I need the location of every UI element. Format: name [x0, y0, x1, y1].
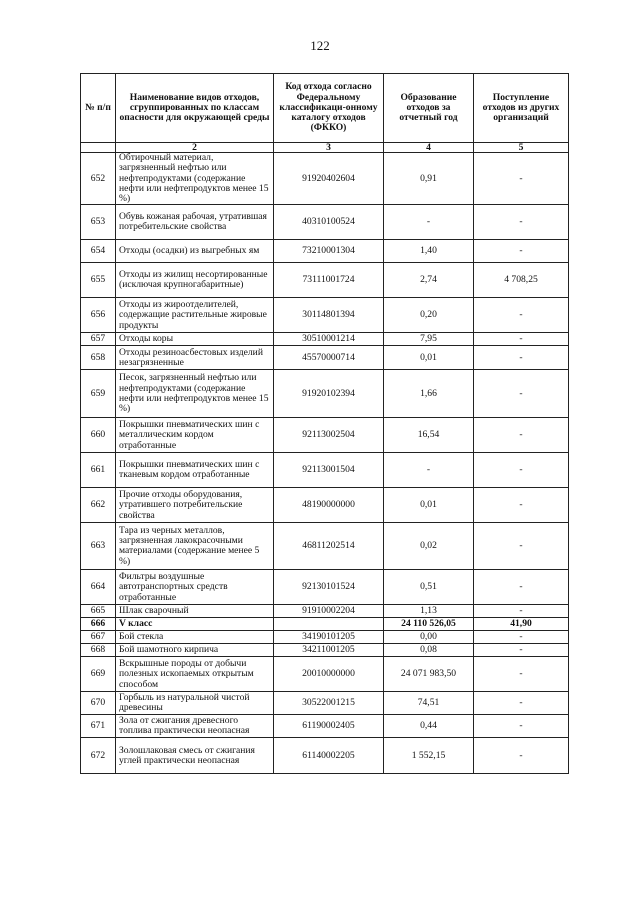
received-amount: - — [474, 370, 569, 418]
row-number: 670 — [81, 692, 116, 715]
generated-amount: 7,95 — [384, 333, 474, 346]
row-number: 668 — [81, 644, 116, 657]
generated-amount: 0,91 — [384, 153, 474, 205]
row-number: 652 — [81, 153, 116, 205]
table-row — [81, 488, 569, 523]
row-number: 656 — [81, 298, 116, 333]
waste-name: Отходы из жилищ несортированные (исключая крупногабаритные) — [116, 263, 274, 298]
row-number: 654 — [81, 240, 116, 263]
row-number: 657 — [81, 333, 116, 346]
waste-name: Покрышки пневматических шин с тканевым кордом отработанные — [116, 453, 274, 488]
fkko-code: 48190000000 — [274, 488, 384, 523]
fkko-code: 61140002205 — [274, 738, 384, 774]
table-row — [81, 240, 569, 263]
fkko-code: 34211001205 — [274, 644, 384, 657]
generated-amount: 0,02 — [384, 523, 474, 570]
header-num: № п/п — [81, 74, 116, 143]
generated-amount: 0,08 — [384, 644, 474, 657]
row-number: 671 — [81, 715, 116, 738]
waste-table — [80, 73, 569, 774]
table-row — [81, 738, 569, 774]
waste-name: Тара из черных металлов, загрязненная лакокрасочными материалами (содержание менее 5 %) — [116, 523, 274, 570]
generated-amount: 0,51 — [384, 570, 474, 605]
generated-amount: 0,01 — [384, 346, 474, 370]
waste-name: Бой шамотного кирпича — [116, 644, 274, 657]
table-row — [81, 333, 569, 346]
received-amount: - — [474, 644, 569, 657]
fkko-code: 40310100524 — [274, 205, 384, 240]
row-number: 659 — [81, 370, 116, 418]
received-amount: - — [474, 570, 569, 605]
row-number: 663 — [81, 523, 116, 570]
received-amount: - — [474, 453, 569, 488]
fkko-code: 92113002504 — [274, 418, 384, 453]
header-received: Поступление отходов из других организаций — [474, 74, 569, 143]
table-row — [81, 370, 569, 418]
fkko-code: 30522001215 — [274, 692, 384, 715]
generated-amount: 2,74 — [384, 263, 474, 298]
received-amount: - — [474, 333, 569, 346]
table-row — [81, 263, 569, 298]
row-number: 655 — [81, 263, 116, 298]
row-number: 672 — [81, 738, 116, 774]
column-number-3: 3 — [274, 143, 384, 153]
fkko-code: 61190002405 — [274, 715, 384, 738]
waste-name: Покрышки пневматических шин с металлическим кордом отработанные — [116, 418, 274, 453]
row-number: 661 — [81, 453, 116, 488]
table-row — [81, 453, 569, 488]
row-number: 666 — [81, 618, 116, 631]
column-number-5: 5 — [474, 143, 569, 153]
generated-amount: 1,40 — [384, 240, 474, 263]
waste-name: Отходы (осадки) из выгребных ям — [116, 240, 274, 263]
received-amount: - — [474, 205, 569, 240]
table-row — [81, 346, 569, 370]
fkko-code: 91910002204 — [274, 605, 384, 618]
received-amount: - — [474, 298, 569, 333]
received-amount: 41,90 — [474, 618, 569, 631]
row-number: 658 — [81, 346, 116, 370]
table-header-row — [81, 74, 569, 143]
table-row — [81, 631, 569, 644]
generated-amount: 24 071 983,50 — [384, 657, 474, 692]
waste-name: Шлак сварочный — [116, 605, 274, 618]
table-row — [81, 605, 569, 618]
waste-name: Песок, загрязненный нефтью или нефтепродуктами (содержание нефти или нефтепродуктов менее 15 %) — [116, 370, 274, 418]
received-amount: - — [474, 153, 569, 205]
waste-name: Отходы коры — [116, 333, 274, 346]
row-number: 665 — [81, 605, 116, 618]
fkko-code: 92130101524 — [274, 570, 384, 605]
table-row — [81, 570, 569, 605]
fkko-code: 73210001304 — [274, 240, 384, 263]
waste-name: Прочие отходы оборудования, утратившего потребительские свойства — [116, 488, 274, 523]
table-row — [81, 692, 569, 715]
waste-name: Вскрышные породы от добычи полезных ископаемых открытым способом — [116, 657, 274, 692]
generated-amount: 0,00 — [384, 631, 474, 644]
generated-amount: 16,54 — [384, 418, 474, 453]
column-numbers-row — [81, 143, 569, 153]
received-amount: - — [474, 240, 569, 263]
table-row — [81, 715, 569, 738]
generated-amount: 1,13 — [384, 605, 474, 618]
received-amount: - — [474, 605, 569, 618]
header-generated: Образование отходов за отчетный год — [384, 74, 474, 143]
generated-amount: 1,66 — [384, 370, 474, 418]
table-row — [81, 618, 569, 631]
waste-name: Зола от сжигания древесного топлива практически неопасная — [116, 715, 274, 738]
fkko-code: 73111001724 — [274, 263, 384, 298]
table-row — [81, 205, 569, 240]
fkko-code: 91920102394 — [274, 370, 384, 418]
fkko-code: 46811202514 — [274, 523, 384, 570]
table-row — [81, 644, 569, 657]
column-number-1 — [81, 143, 116, 153]
row-number: 653 — [81, 205, 116, 240]
fkko-code — [274, 618, 384, 631]
column-number-4: 4 — [384, 143, 474, 153]
table-row — [81, 418, 569, 453]
received-amount: - — [474, 418, 569, 453]
fkko-code: 20010000000 — [274, 657, 384, 692]
generated-amount: 0,44 — [384, 715, 474, 738]
received-amount: - — [474, 523, 569, 570]
waste-name: Обтирочный материал, загрязненный нефтью или нефтепродуктами (содержание нефти или нефтепродуктов менее 15 %) — [116, 153, 274, 205]
waste-name: Отходы из жироотделителей, содержащие растительные жировые продукты — [116, 298, 274, 333]
waste-name: Бой стекла — [116, 631, 274, 644]
waste-name: Горбыль из натуральной чистой древесины — [116, 692, 274, 715]
header-code: Код отхода согласно Федеральному классификаци-онному каталогу отходов (ФККО) — [274, 74, 384, 143]
waste-name: Фильтры воздушные автотранспортных средств отработанные — [116, 570, 274, 605]
received-amount: - — [474, 657, 569, 692]
table-row — [81, 298, 569, 333]
table-row — [81, 153, 569, 205]
waste-name: Отходы резиноасбестовых изделий незагрязненные — [116, 346, 274, 370]
received-amount: 4 708,25 — [474, 263, 569, 298]
generated-amount: 0,20 — [384, 298, 474, 333]
waste-name: V класс — [116, 618, 274, 631]
fkko-code: 34190101205 — [274, 631, 384, 644]
header-name: Наименование видов отходов, сгруппированных по классам опасности для окружающей среды — [116, 74, 274, 143]
row-number: 669 — [81, 657, 116, 692]
waste-name: Обувь кожаная рабочая, утратившая потребительские свойства — [116, 205, 274, 240]
generated-amount: 74,51 — [384, 692, 474, 715]
generated-amount: 1 552,15 — [384, 738, 474, 774]
page-number: 122 — [310, 38, 330, 53]
received-amount: - — [474, 346, 569, 370]
fkko-code: 45570000714 — [274, 346, 384, 370]
column-number-2: 2 — [116, 143, 274, 153]
fkko-code: 92113001504 — [274, 453, 384, 488]
received-amount: - — [474, 738, 569, 774]
received-amount: - — [474, 692, 569, 715]
row-number: 662 — [81, 488, 116, 523]
fkko-code: 30114801394 — [274, 298, 384, 333]
waste-name: Золошлаковая смесь от сжигания углей практически неопасная — [116, 738, 274, 774]
generated-amount: 0,01 — [384, 488, 474, 523]
fkko-code: 91920402604 — [274, 153, 384, 205]
fkko-code: 30510001214 — [274, 333, 384, 346]
generated-amount: - — [384, 453, 474, 488]
generated-amount: - — [384, 205, 474, 240]
received-amount: - — [474, 715, 569, 738]
row-number: 664 — [81, 570, 116, 605]
table-row — [81, 523, 569, 570]
received-amount: - — [474, 631, 569, 644]
row-number: 660 — [81, 418, 116, 453]
received-amount: - — [474, 488, 569, 523]
row-number: 667 — [81, 631, 116, 644]
generated-amount: 24 110 526,05 — [384, 618, 474, 631]
table-row — [81, 657, 569, 692]
